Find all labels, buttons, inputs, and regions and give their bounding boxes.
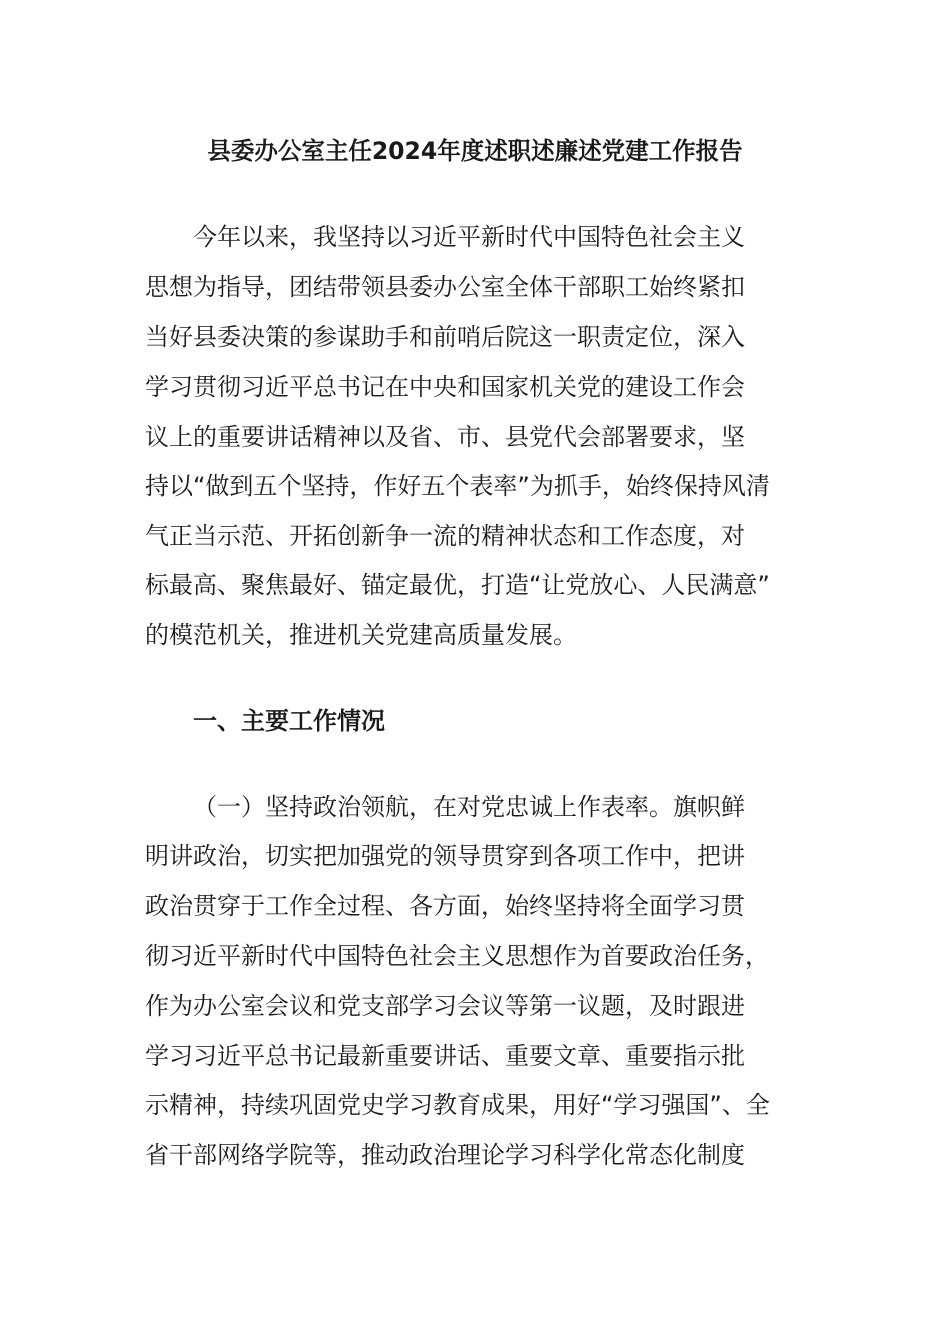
section-heading: 一、主要工作情况 (193, 707, 385, 735)
paragraph-line: 学习贯彻习近平总书记在中央和国家机关党的建设工作会 (145, 373, 745, 401)
paragraph-line: 学习习近平总书记最新重要讲话、重要文章、重要指示批 (145, 1042, 745, 1070)
paragraph-line: 思想为指导，团结带领县委办公室全体干部职工始终紧扣 (145, 273, 745, 301)
paragraph-line: （一）坚持政治领航，在对党忠诚上作表率。旗帜鲜 (193, 793, 745, 821)
paragraph-line: 议上的重要讲话精神以及省、市、县党代会部署要求，坚 (145, 423, 745, 451)
paragraph-line: 明讲政治，切实把加强党的领导贯穿到各项工作中，把讲 (145, 842, 745, 870)
document-title: 县委办公室主任2024年度述职述廉述党建工作报告 (207, 137, 743, 165)
paragraph-line: 当好县委决策的参谋助手和前哨后院这一职责定位，深入 (145, 323, 745, 351)
paragraph-line: 今年以来，我坚持以习近平新时代中国特色社会主义 (193, 223, 745, 251)
paragraph-line: 标最高、聚焦最好、锚定最优，打造“让党放心、人民满意” (145, 571, 770, 599)
paragraph-line: 彻习近平新时代中国特色社会主义思想作为首要政治任务， (145, 942, 769, 970)
paragraph-line: 的模范机关，推进机关党建高质量发展。 (145, 621, 577, 649)
paragraph-line: 省干部网络学院等，推动政治理论学习科学化常态化制度 (145, 1141, 745, 1169)
paragraph-line: 持以“做到五个坚持，作好五个表率”为抓手，始终保持风清 (145, 472, 770, 500)
paragraph-line: 示精神，持续巩固党史学习教育成果，用好“学习强国”、全 (145, 1091, 770, 1119)
paragraph-line: 作为办公室会议和党支部学习会议等第一议题，及时跟进 (145, 992, 745, 1020)
paragraph-line: 政治贯穿于工作全过程、各方面，始终坚持将全面学习贯 (145, 892, 745, 920)
paragraph-line: 气正当示范、开拓创新争一流的精神状态和工作态度，对 (145, 522, 745, 550)
